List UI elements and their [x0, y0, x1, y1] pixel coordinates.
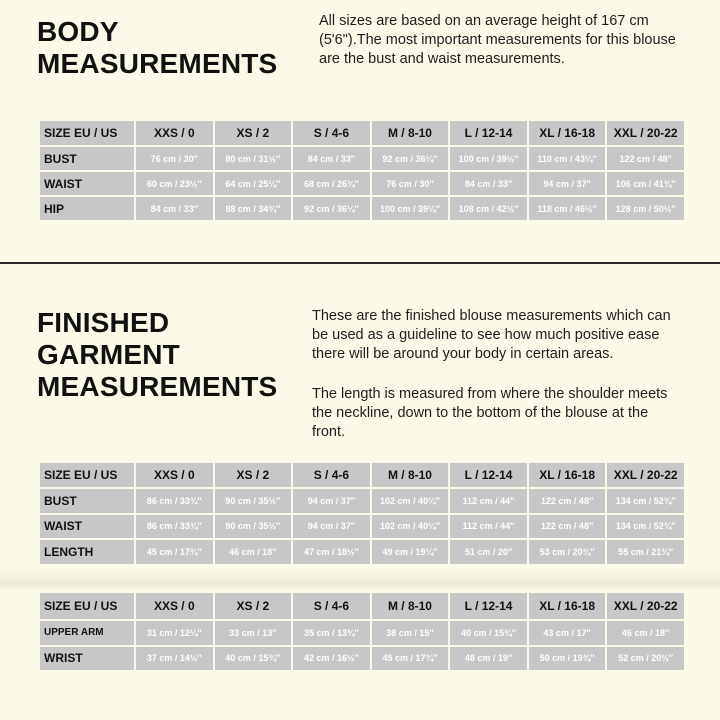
- measurement-cell: 76 cm / 30″: [136, 147, 213, 170]
- size-header: XXS / 0: [136, 121, 213, 145]
- measurement-cell: 60 cm / 23½″: [136, 172, 213, 195]
- measurement-cell: 112 cm / 44″: [450, 515, 527, 539]
- measurement-cell: 43 cm / 17″: [529, 621, 606, 645]
- measurement-cell: 122 cm / 48″: [607, 147, 684, 170]
- measurement-cell: 84 cm / 33″: [136, 197, 213, 220]
- measurement-cell: 108 cm / 42½″: [450, 197, 527, 220]
- size-header: XL / 16-18: [529, 121, 606, 145]
- page-fold-shadow: [0, 571, 720, 591]
- measurement-cell: 33 cm / 13″: [215, 621, 292, 645]
- measurement-cell: 134 cm / 52¾″: [607, 489, 684, 513]
- measurement-cell: 55 cm / 21¾″: [607, 540, 684, 564]
- heading-line: FINISHED: [37, 307, 170, 338]
- measurement-cell: 86 cm / 33¾″: [136, 515, 213, 539]
- measurement-cell: 94 cm / 37″: [293, 489, 370, 513]
- table-row: [40, 647, 684, 671]
- measurement-cell: 90 cm / 35½″: [215, 489, 292, 513]
- heading-line: GARMENT: [37, 339, 180, 370]
- table-row: [40, 621, 684, 645]
- measurement-cell: 92 cm / 36¼″: [293, 197, 370, 220]
- row-label: WAIST: [40, 515, 134, 539]
- size-header: L / 12-14: [450, 593, 527, 619]
- measurement-cell: 76 cm / 30″: [372, 172, 449, 195]
- measurement-cell: 64 cm / 25¼″: [215, 172, 292, 195]
- measurement-cell: 48 cm / 19″: [450, 647, 527, 671]
- size-header: XL / 16-18: [529, 593, 606, 619]
- measurement-cell: 102 cm / 40¼″: [372, 489, 449, 513]
- row-label: BUST: [40, 147, 134, 170]
- measurement-cell: 52 cm / 20½″: [607, 647, 684, 671]
- heading-line: MEASUREMENTS: [37, 371, 278, 402]
- body-measurements-table: [38, 119, 686, 222]
- table-row: [40, 489, 684, 513]
- table-row: [40, 515, 684, 539]
- measurement-cell: 84 cm / 33″: [450, 172, 527, 195]
- measurement-cell: 88 cm / 34¾″: [215, 197, 292, 220]
- measurement-cell: 128 cm / 50½″: [607, 197, 684, 220]
- table-row: [40, 172, 684, 195]
- section-divider: [0, 262, 720, 264]
- size-header: L / 12-14: [450, 463, 527, 487]
- measurement-cell: 112 cm / 44″: [450, 489, 527, 513]
- size-header: M / 8-10: [372, 121, 449, 145]
- size-header: L / 12-14: [450, 121, 527, 145]
- measurement-cell: 106 cm / 41¾″: [607, 172, 684, 195]
- measurement-cell: 110 cm / 43¼″: [529, 147, 606, 170]
- measurement-cell: 49 cm / 19¼″: [372, 540, 449, 564]
- table-row: [40, 197, 684, 220]
- size-header: XXL / 20-22: [607, 593, 684, 619]
- row-label: UPPER ARM: [40, 621, 134, 645]
- measurement-cell: 92 cm / 36¼″: [372, 147, 449, 170]
- measurement-cell: 80 cm / 31½″: [215, 147, 292, 170]
- table-row: [40, 147, 684, 170]
- table-header-row: [40, 463, 684, 487]
- measurement-cell: 102 cm / 40¼″: [372, 515, 449, 539]
- measurement-cell: 53 cm / 20¾″: [529, 540, 606, 564]
- measurement-cell: 50 cm / 19¾″: [529, 647, 606, 671]
- row-label: HIP: [40, 197, 134, 220]
- measurement-cell: 94 cm / 37″: [293, 515, 370, 539]
- measurement-cell: 122 cm / 48″: [529, 515, 606, 539]
- size-header: S / 4-6: [293, 463, 370, 487]
- measurement-cell: 90 cm / 35½″: [215, 515, 292, 539]
- row-label: WAIST: [40, 172, 134, 195]
- row-label: LENGTH: [40, 540, 134, 564]
- measurement-cell: 38 cm / 15″: [372, 621, 449, 645]
- row-label: BUST: [40, 489, 134, 513]
- measurement-cell: 51 cm / 20″: [450, 540, 527, 564]
- measurement-cell: 86 cm / 33¾″: [136, 489, 213, 513]
- body-measurements-heading: [37, 16, 277, 80]
- measurement-cell: 84 cm / 33″: [293, 147, 370, 170]
- size-header: XXS / 0: [136, 463, 213, 487]
- size-header: XL / 16-18: [529, 463, 606, 487]
- size-header: S / 4-6: [293, 121, 370, 145]
- size-header: XXS / 0: [136, 593, 213, 619]
- measurement-cell: 118 cm / 46½″: [529, 197, 606, 220]
- size-column-header: SIZE EU / US: [40, 121, 134, 145]
- measurement-cell: 45 cm / 17¾″: [136, 540, 213, 564]
- finished-garment-heading: [37, 307, 277, 403]
- measurement-cell: 37 cm / 14½″: [136, 647, 213, 671]
- size-header: XS / 2: [215, 463, 292, 487]
- measurement-cell: 42 cm / 16½″: [293, 647, 370, 671]
- size-header: XS / 2: [215, 121, 292, 145]
- finished-garment-table: [38, 461, 686, 566]
- measurement-cell: 47 cm / 18½″: [293, 540, 370, 564]
- measurement-cell: 94 cm / 37″: [529, 172, 606, 195]
- measurement-cell: 134 cm / 52¾″: [607, 515, 684, 539]
- measurement-cell: 100 cm / 39½″: [450, 147, 527, 170]
- size-header: S / 4-6: [293, 593, 370, 619]
- table-header-row: [40, 593, 684, 619]
- measurement-cell: 68 cm / 26¾″: [293, 172, 370, 195]
- measurement-cell: 46 cm / 18″: [607, 621, 684, 645]
- size-header: XXL / 20-22: [607, 463, 684, 487]
- measurement-cell: 40 cm / 15¾″: [450, 621, 527, 645]
- heading-line: MEASUREMENTS: [37, 48, 278, 79]
- measurement-cell: 35 cm / 13¾″: [293, 621, 370, 645]
- sleeve-measurements-table: [38, 591, 686, 672]
- table-header-row: [40, 121, 684, 145]
- measurement-cell: 31 cm / 12¼″: [136, 621, 213, 645]
- finished-garment-description: These are the finished blouse measurements which can be used as a guideline to see how much positive ease there will be around your body in certain areas.: [312, 308, 671, 362]
- measurement-cell: 46 cm / 18″: [215, 540, 292, 564]
- size-header: XXL / 20-22: [607, 121, 684, 145]
- table-row: [40, 540, 684, 564]
- length-note: The length is measured from where the shoulder meets the neckline, down to the bottom of the blouse at the front.: [312, 386, 668, 440]
- measurement-cell: 100 cm / 39¼″: [372, 197, 449, 220]
- size-header: M / 8-10: [372, 463, 449, 487]
- size-header: XS / 2: [215, 593, 292, 619]
- size-header: M / 8-10: [372, 593, 449, 619]
- size-column-header: SIZE EU / US: [40, 463, 134, 487]
- size-column-header: SIZE EU / US: [40, 593, 134, 619]
- measurement-cell: 40 cm / 15¾″: [215, 647, 292, 671]
- heading-line: BODY: [37, 16, 119, 47]
- body-measurements-description: All sizes are based on an average height of 167 cm (5'6").The most important measurements for this blouse are the bust and waist measurements.: [319, 13, 676, 67]
- row-label: WRIST: [40, 647, 134, 671]
- measurement-cell: 45 cm / 17¾″: [372, 647, 449, 671]
- measurement-cell: 122 cm / 48″: [529, 489, 606, 513]
